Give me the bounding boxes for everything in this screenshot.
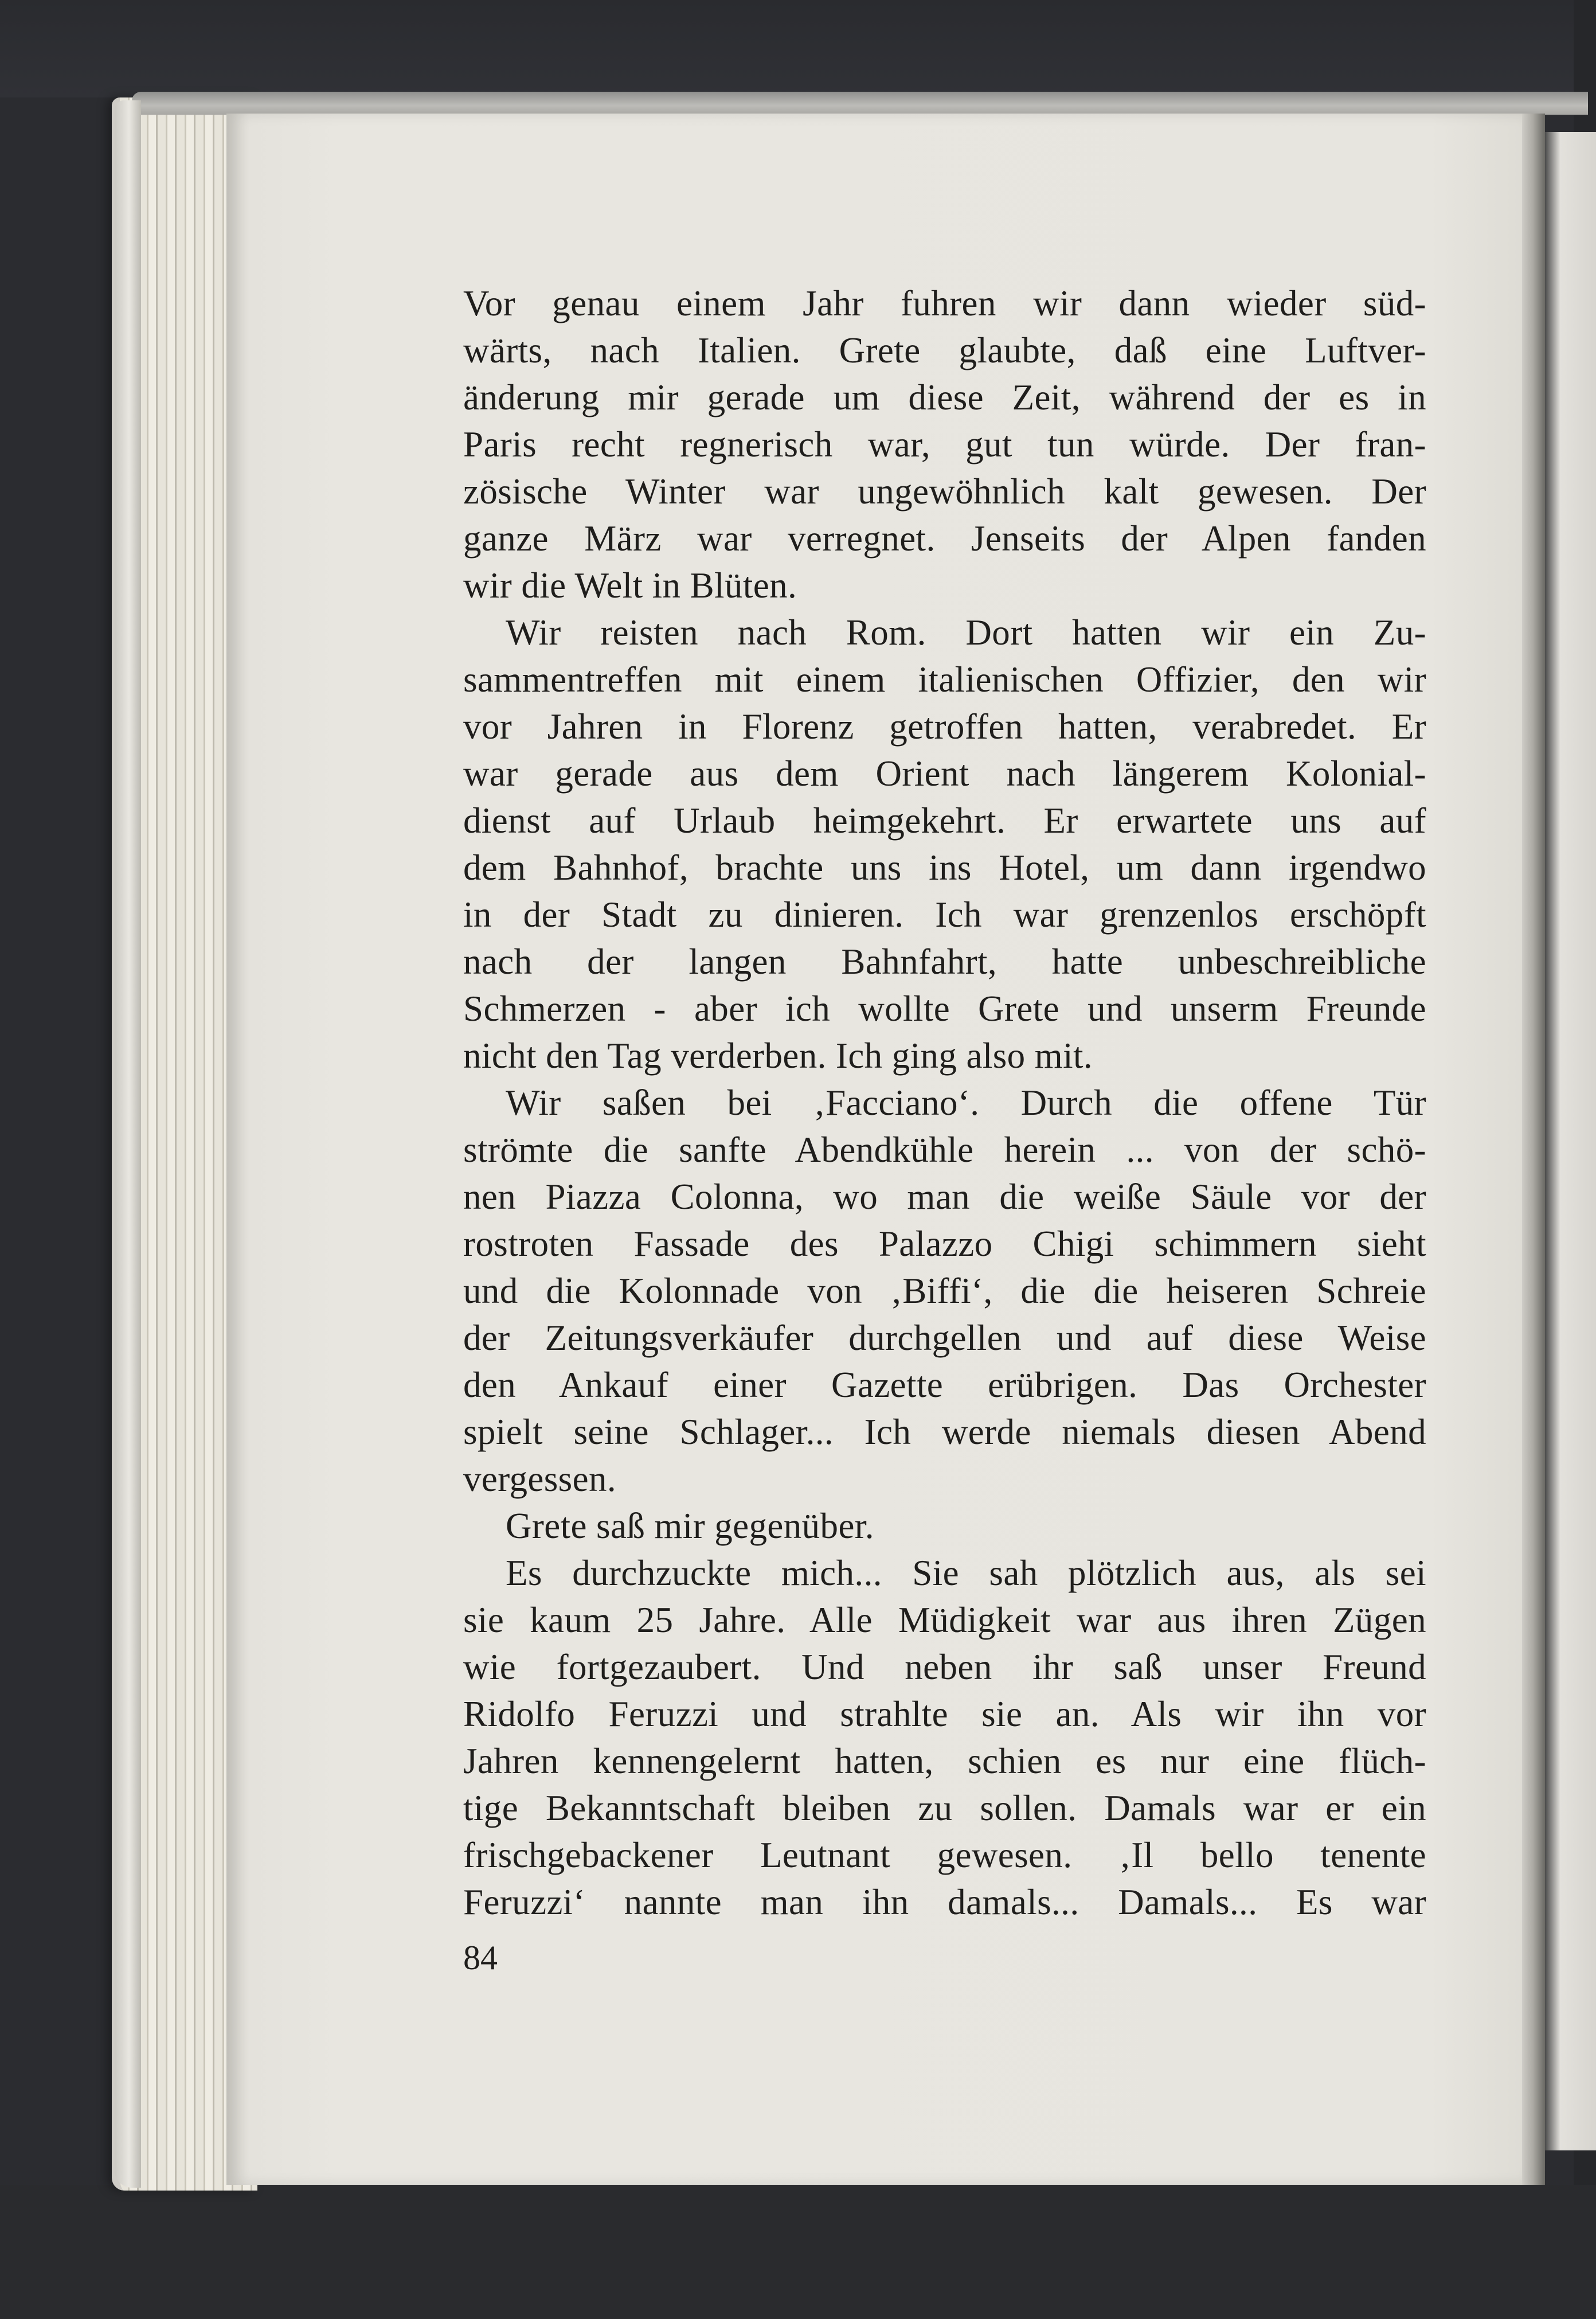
text-line: nen Piazza Colonna, wo man die weiße Säule vor der — [463, 1177, 1426, 1217]
text-line: der Zeitungsverkäufer durchgellen und auf diese Weise — [463, 1318, 1426, 1358]
text-line: Vor genau einem Jahr fuhren wir dann wieder süd- — [463, 283, 1426, 323]
text-line: Paris recht regnerisch war, gut tun würde. Der fran- — [463, 424, 1426, 464]
text-line: dem Bahnhof, brachte uns ins Hotel, um dann irgendwo — [463, 848, 1426, 888]
paragraph — [463, 1502, 1426, 1549]
text-line: frischgebackener Leutnant gewesen. ‚Il bello tenente — [463, 1835, 1426, 1875]
text-line: vor Jahren in Florenz getroffen hatten, verabredet. Er — [463, 706, 1426, 747]
text-line: ganze März war verregnet. Jenseits der Alpen fanden — [463, 518, 1426, 559]
facing-page-edge — [1545, 132, 1596, 2150]
paragraph — [463, 280, 1426, 609]
text-line: strömte die sanfte Abendkühle herein ... von der schö- — [463, 1130, 1426, 1170]
book-gutter — [1522, 114, 1545, 2185]
text-line: Grete saß mir gegenüber. — [506, 1506, 874, 1546]
text-line: änderung mir gerade um diese Zeit, während der es in — [463, 377, 1426, 417]
text-line: wärts, nach Italien. Grete glaubte, daß eine Luftver- — [463, 330, 1426, 370]
text-line: und die Kolonnade von ‚Biffi‘, die die heiseren Schreie — [463, 1271, 1426, 1311]
text-line: wir die Welt in Blüten. — [463, 565, 797, 606]
background-bottom — [0, 2185, 1596, 2319]
text-line: dienst auf Urlaub heimgekehrt. Er erwartete uns auf — [463, 801, 1426, 841]
text-line: spielt seine Schlager... Ich werde niemals diesen Abend — [463, 1412, 1426, 1452]
text-line: in der Stadt zu dinieren. Ich war grenzenlos erschöpft — [463, 895, 1426, 935]
text-line: sie kaum 25 Jahre. Alle Müdigkeit war aus ihren Zügen — [463, 1600, 1426, 1640]
text-line: rostroten Fassade des Palazzo Chigi schimmern sieht — [463, 1224, 1426, 1264]
text-line: Feruzzi‘ nannte man ihn damals... Damals... Es war — [463, 1882, 1426, 1922]
text-line: zösische Winter war ungewöhnlich kalt gewesen. Der — [463, 471, 1426, 512]
text-line: wie fortgezaubert. Und neben ihr saß unser Freund — [463, 1647, 1426, 1687]
text-line: Wir saßen bei ‚Facciano‘. Durch die offene Tür — [506, 1083, 1426, 1123]
body-text — [463, 280, 1426, 1926]
text-line: war gerade aus dem Orient nach längerem Kolonial- — [463, 754, 1426, 794]
text-line: Ridolfo Feruzzi und strahlte sie an. Als wir ihn vor — [463, 1694, 1426, 1734]
page-number: 84 — [463, 1939, 498, 1977]
text-line: Schmerzen - aber ich wollte Grete und unserm Freunde — [463, 989, 1426, 1029]
text-line: sammentreffen mit einem italienischen Offizier, den wir — [463, 659, 1426, 700]
text-line: nicht den Tag verderben. Ich ging also mit. — [463, 1036, 1093, 1076]
paragraph — [463, 609, 1426, 1079]
book-cover-top — [132, 92, 1588, 115]
text-line: Wir reisten nach Rom. Dort hatten wir ein Zu- — [506, 612, 1426, 653]
text-line: den Ankauf einer Gazette erübrigen. Das Orchester — [463, 1365, 1426, 1405]
text-line: vergessen. — [463, 1459, 617, 1499]
text-line: tige Bekanntschaft bleiben zu sollen. Damals war er ein — [463, 1788, 1426, 1828]
text-line: Jahren kennengelernt hatten, schien es nur eine flüch- — [463, 1741, 1426, 1781]
text-line: nach der langen Bahnfahrt, hatte unbeschreibliche — [463, 942, 1426, 982]
text-line: Es durchzuckte mich... Sie sah plötzlich aus, als sei — [506, 1553, 1426, 1593]
background — [0, 0, 1596, 97]
book-spine-edge — [115, 100, 141, 2188]
paragraph — [463, 1549, 1426, 1926]
paragraph — [463, 1079, 1426, 1502]
